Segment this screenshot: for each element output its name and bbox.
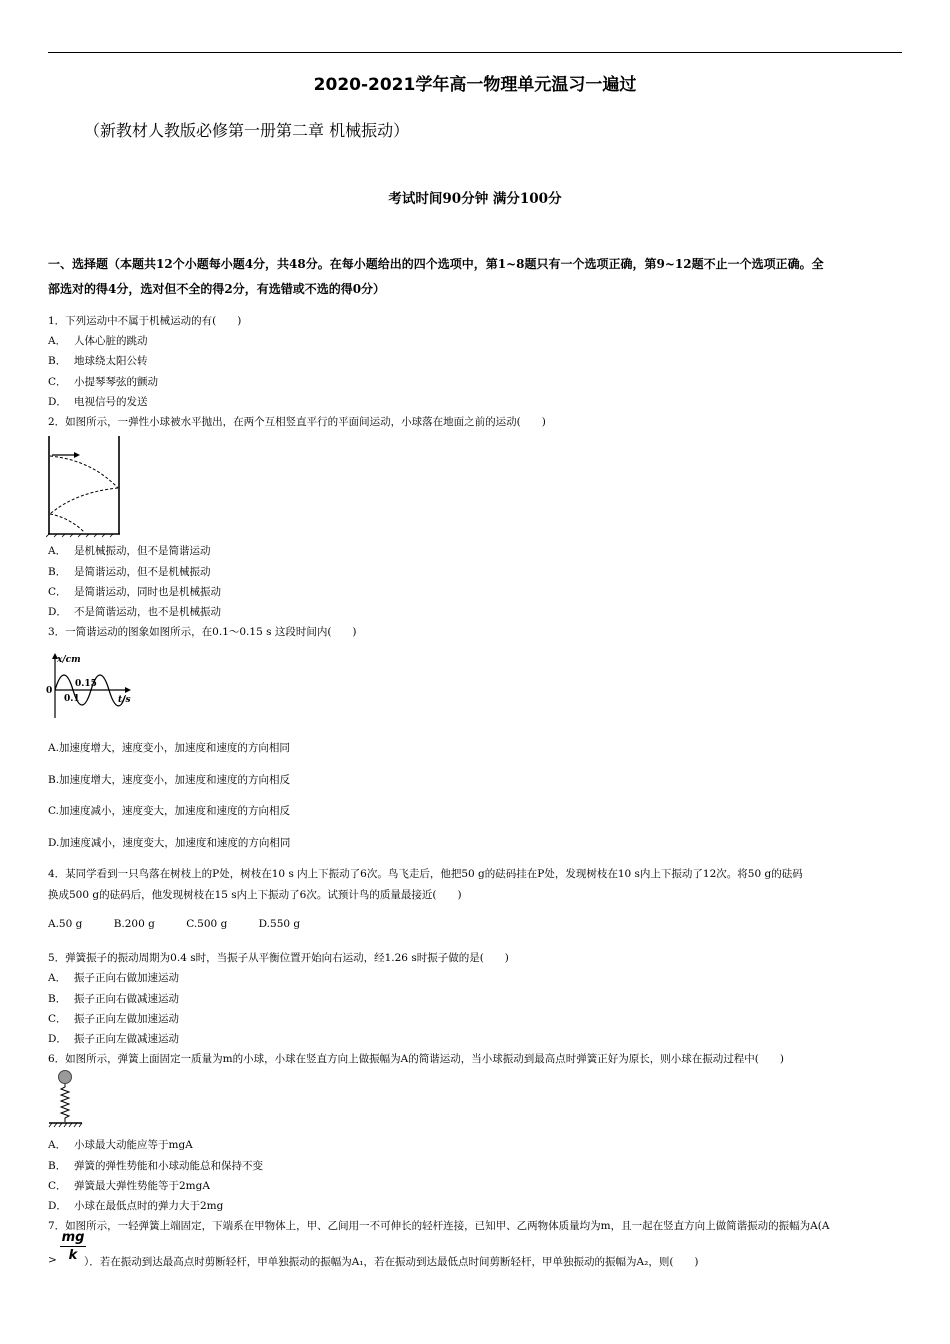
option-letter: A． [48, 1139, 67, 1151]
option-letter: A． [48, 545, 67, 557]
option-text: 振子正向右做减速运动 [74, 993, 179, 1005]
q4-line-1: 4．某同学看到一只鸟落在树枝上的P处，树枝在10 s 内上下振动了6次。鸟飞走后，他把50 g的砝码挂在P处，发现树枝在10 s内上下振动了12次。将50 g的砝码 [48, 868, 803, 880]
q6-stem: 6．如图所示，弹簧上面固定一质量为m的小球，小球在竖直方向上做振幅为A的简谐运动，当小球振动到最高点时弹簧正好为原长，则小球在振动过程中( ) [48, 1053, 784, 1065]
option-text: 小球最大动能应等于mgA [74, 1139, 193, 1151]
q7-fraction [60, 1230, 86, 1263]
q6-option-b [48, 1158, 263, 1173]
top-rule [48, 52, 902, 53]
q1-option-d [48, 394, 148, 409]
q2-option-d [48, 604, 221, 619]
q6-option-d [48, 1198, 223, 1213]
q7-line-2: ）．若在振动到达最高点时剪断轻杆，甲单独振动的振幅为A₁，若在振动到达最低点时间剪断轻杆，甲单独振动的振幅为A₂，则( ) [84, 1256, 699, 1268]
q2-option-a [48, 543, 211, 558]
option-letter: B． [48, 1160, 67, 1172]
option-text: 振子正向左做减速运动 [74, 1033, 179, 1045]
option-text: 电视信号的发送 [74, 396, 148, 408]
option-letter: D． [48, 396, 67, 408]
option-letter: D． [48, 1033, 67, 1045]
q5-stem: 5．弹簧振子的振动周期为0.4 s时，当振子从平衡位置开始向右运动，经1.26 s时振子做的是( ) [48, 952, 509, 964]
option-letter: D． [48, 606, 67, 618]
option-text: 不是简谐运动，也不是机械振动 [74, 606, 221, 618]
q4-option-a: A.50 g [48, 918, 83, 930]
q4-option-b: B.200 g [113, 918, 155, 930]
sine-wave-graph [45, 652, 137, 722]
option-letter: A． [48, 972, 67, 984]
q4-option-c: C.500 g [186, 918, 228, 930]
option-letter: C． [48, 1180, 67, 1192]
x-axis-arrow-icon [125, 687, 131, 693]
q6-option-c [48, 1178, 210, 1193]
section-line-2: 部选对的得4分，选对但不全的得2分，有选错或不选的得0分） [48, 282, 386, 296]
q7-greater-than: > [48, 1254, 57, 1266]
spring-icon [61, 1084, 69, 1122]
fraction-numerator: mg [61, 1230, 85, 1245]
section-heading [48, 252, 904, 302]
q3-option-c: C.加速度减小，速度变大，加速度和速度的方向相反 [48, 805, 290, 817]
option-text: 人体心脏的跳动 [74, 335, 148, 347]
q1-option-a [48, 333, 148, 348]
trajectory-segment-1 [50, 456, 118, 488]
page-subtitle: （新教材人教版必修第一册第二章 机械振动） [84, 121, 410, 140]
option-letter: C． [48, 1013, 67, 1025]
graph-tick-0-1: 0.1 [64, 694, 80, 704]
q3-option-d: D.加速度减小，速度变大，加速度和速度的方向相同 [48, 837, 291, 849]
option-letter: B． [48, 993, 67, 1005]
q1-option-b [48, 353, 148, 368]
graph-origin-label: 0 [46, 686, 53, 696]
q1-stem: 1．下列运动中不属于机械运动的有( ) [48, 315, 242, 327]
graph-y-label: x/cm [57, 655, 81, 665]
option-letter: D． [48, 1200, 67, 1212]
trajectory-segment-2 [50, 488, 118, 514]
q7-line-1: 7．如图所示，一轻弹簧上端固定，下端系在甲物体上，甲、乙间用一不可伸长的轻杆连接，已知甲、乙两物体质量均为m，且一起在竖直方向上做简谐振动的振幅为A(A [48, 1220, 830, 1232]
option-letter: B． [48, 566, 67, 578]
option-text: 弹簧的弹性势能和小球动能总和保持不变 [74, 1160, 263, 1172]
option-text: 振子正向左做加速运动 [74, 1013, 179, 1025]
arrowhead-icon [74, 452, 80, 458]
graph-tick-0-15: 0.15 [75, 679, 97, 689]
fraction-bar [60, 1246, 86, 1247]
option-letter: B． [48, 355, 67, 367]
q2-option-b [48, 564, 211, 579]
option-text: 小球在最低点时的弹力大于2mg [74, 1200, 224, 1212]
q3-option-b: B.加速度增大，速度变小，加速度和速度的方向相反 [48, 774, 291, 786]
exam-time: 考试时间90分钟 满分100分 [388, 191, 562, 207]
page-title: 2020-2021学年高一物理单元温习一遍过 [313, 75, 637, 95]
q3-option-a: A.加速度增大，速度变小，加速度和速度的方向相同 [48, 742, 290, 754]
option-letter: A． [48, 335, 67, 347]
q2-stem: 2．如图所示，一弹性小球被水平抛出，在两个互相竖直平行的平面间运动，小球落在地面之前的运动( ) [48, 416, 546, 428]
q5-option-a [48, 970, 179, 985]
trajectory-segment-3 [50, 514, 84, 532]
spring-ball-figure [46, 1068, 86, 1130]
q1-option-c [48, 374, 158, 389]
option-text: 地球绕太阳公转 [74, 355, 148, 367]
option-text: 是机械振动，但不是简谐运动 [74, 545, 211, 557]
q4-option-d: D.550 g [258, 918, 301, 930]
fraction-denominator: k [68, 1248, 78, 1263]
q4-options [48, 918, 300, 930]
q5-option-d [48, 1031, 179, 1046]
q5-option-b [48, 991, 179, 1006]
ball-icon [59, 1071, 72, 1084]
option-text: 小提琴琴弦的颤动 [74, 376, 158, 388]
option-text: 振子正向右做加速运动 [74, 972, 179, 984]
q2-option-c [48, 584, 221, 599]
q4-line-2: 换成500 g的砝码后，他发现树枝在15 s内上下振动了6次。试预计鸟的质量最接近( ) [48, 889, 462, 901]
section-line-1: 一、选择题（本题共12个小题每小题4分，共48分。在每小题给出的四个选项中，第1~8题只有一个选项正确，第9~12题不止一个选项正确。全 [48, 257, 824, 271]
bouncing-ball-figure [46, 434, 124, 538]
graph-x-label: t/s [118, 695, 131, 705]
q6-option-a [48, 1137, 193, 1152]
option-text: 弹簧最大弹性势能等于2mgA [74, 1180, 210, 1192]
q3-stem: 3．一简谐运动的图象如图所示，在0.1～0.15 s 这段时间内( ) [48, 626, 357, 638]
option-text: 是简谐运动，同时也是机械振动 [74, 586, 221, 598]
option-text: 是简谐运动，但不是机械振动 [74, 566, 211, 578]
option-letter: C． [48, 376, 67, 388]
q5-option-c [48, 1011, 179, 1026]
option-letter: C． [48, 586, 67, 598]
